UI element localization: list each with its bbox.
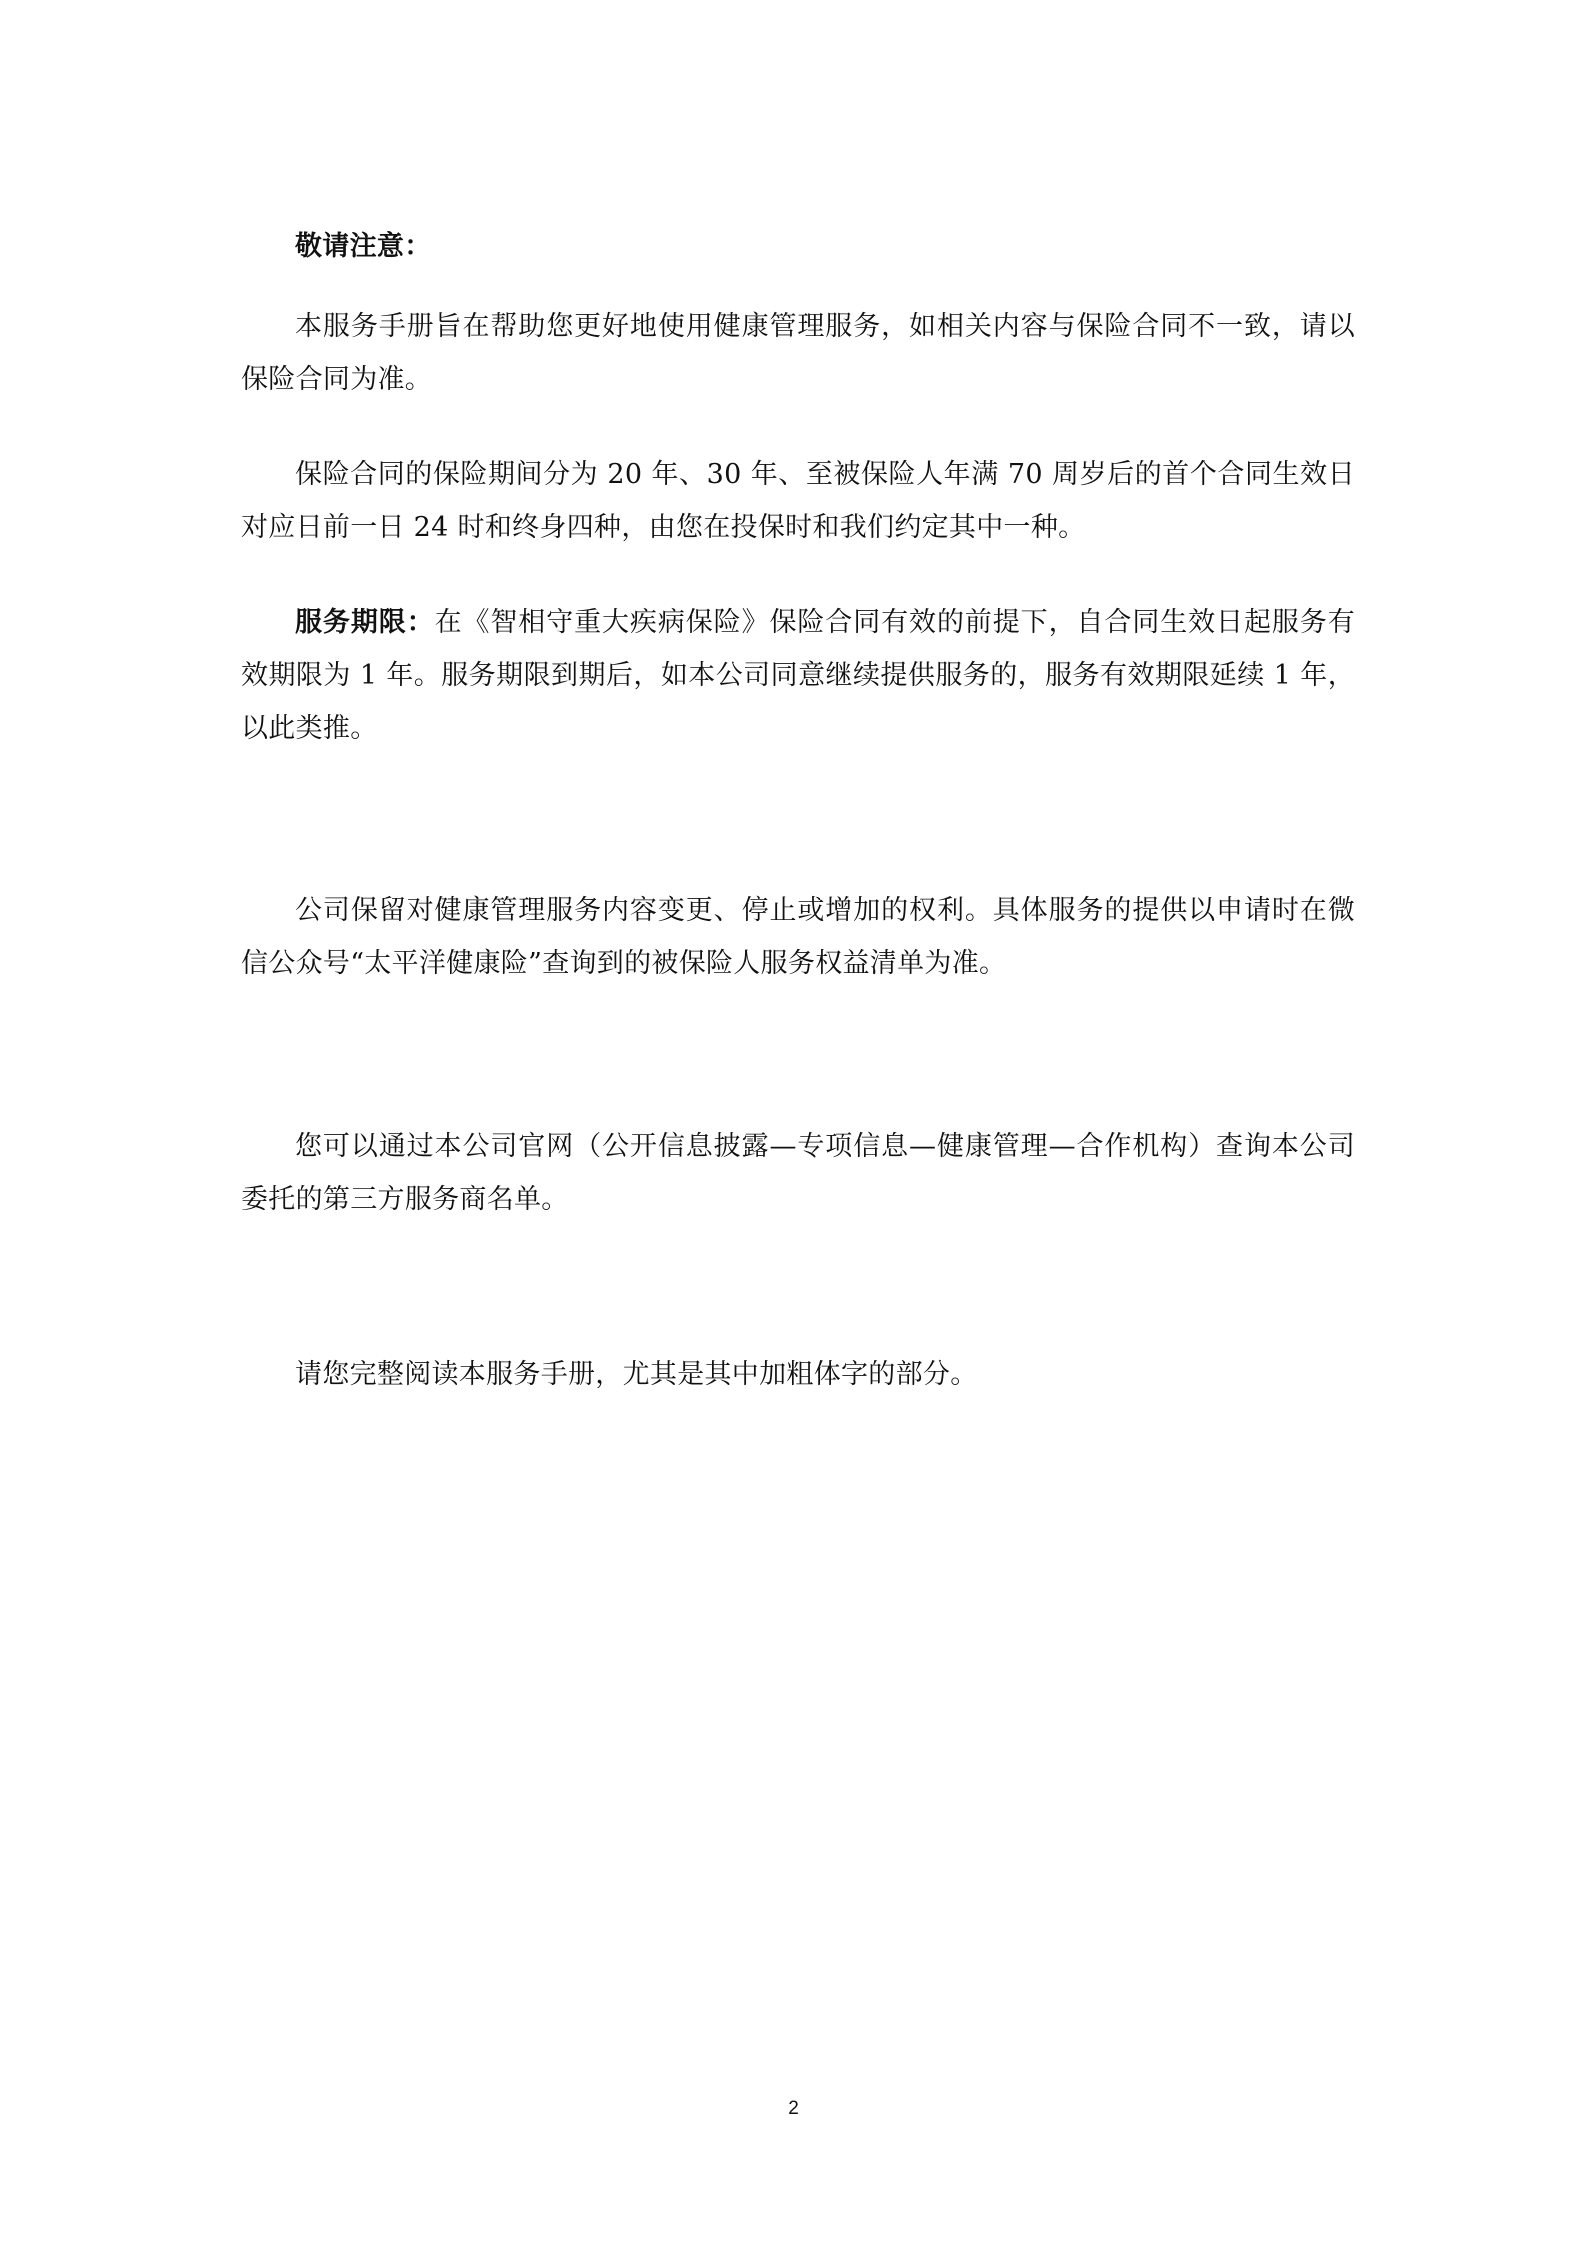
- page-number: 2: [788, 2098, 799, 2119]
- paragraph-manual-purpose: 本服务手册旨在帮助您更好地使用健康管理服务，如相关内容与保险合同不一致，请以保险合同为准。: [241, 311, 1355, 395]
- notice-heading: 敬请注意：: [295, 231, 432, 262]
- service-term-text: 在《智相守重大疾病保险》保险合同有效的前提下，自合同生效日起服务有效期限为 1 年。服务期限到期后，如本公司同意继续提供服务的，服务有效期限延续 1 年，以此类推。: [241, 607, 1356, 744]
- paragraph-read-manual: 请您完整阅读本服务手册，尤其是其中加粗体字的部分。: [295, 1359, 978, 1390]
- paragraph-rights-reserved: 公司保留对健康管理服务内容变更、停止或增加的权利。具体服务的提供以申请时在微信公众号“太平洋健康险”查询到的被保险人服务权益清单为准。: [241, 895, 1355, 979]
- paragraph-insurance-period: 保险合同的保险期间分为 20 年、30 年、至被保险人年满 70 周岁后的首个合同生效日对应日前一日 24 时和终身四种，由您在投保时和我们约定其中一种。: [241, 459, 1355, 543]
- service-term-label: 服务期限：: [295, 607, 435, 638]
- paragraph-service-term: [241, 596, 1355, 755]
- paragraph-third-party-list: 您可以通过本公司官网（公开信息披露—专项信息—健康管理—合作机构）查询本公司委托的第三方服务商名单。: [241, 1131, 1355, 1215]
